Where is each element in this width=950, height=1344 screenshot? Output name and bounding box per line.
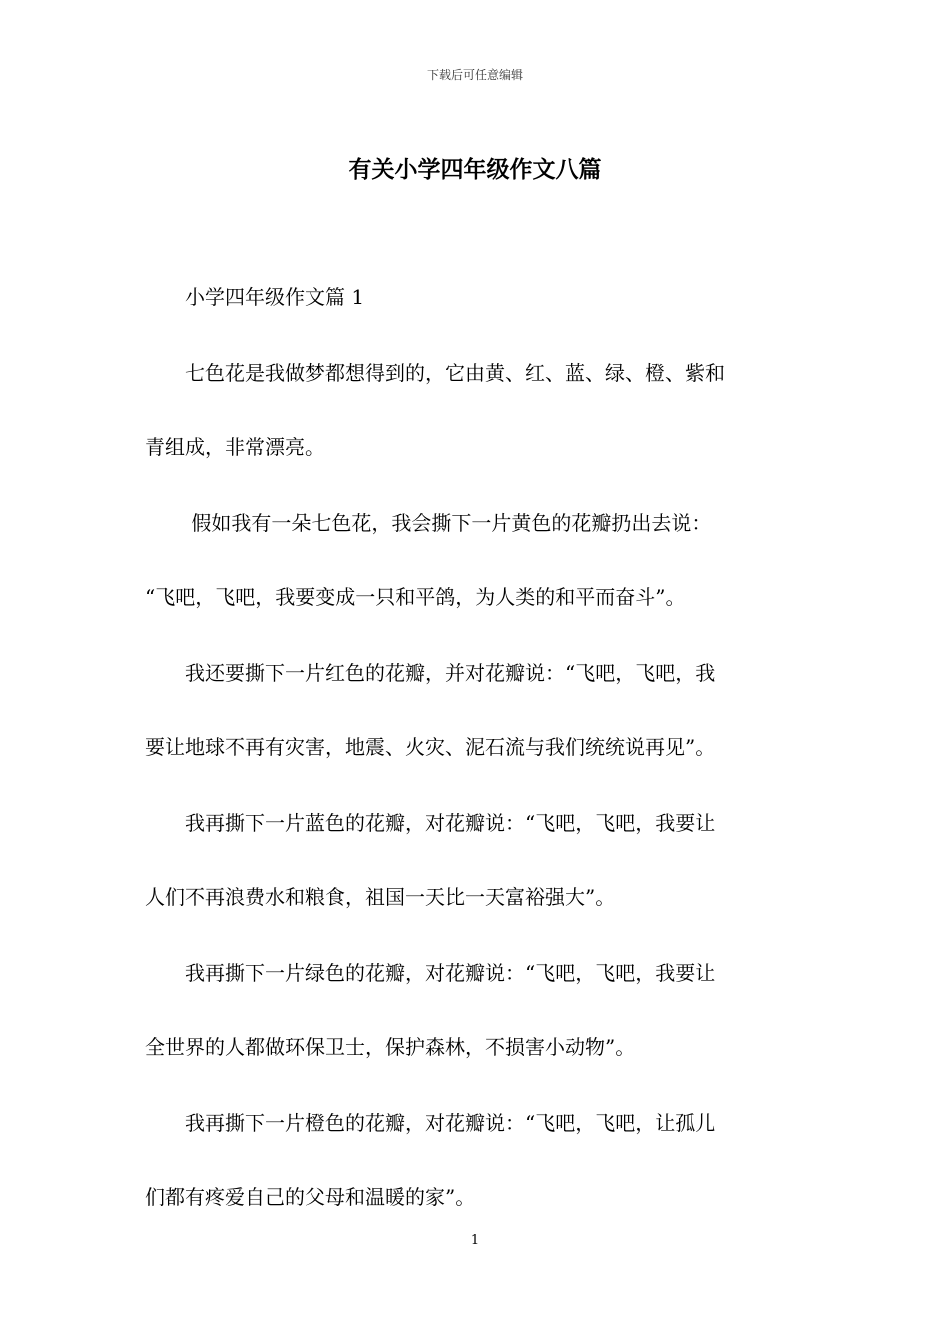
paragraph-line: 我再撕下一片蓝色的花瓣，对花瓣说：“飞吧，飞吧，我要让 (185, 811, 716, 835)
paragraph-line: 七色花是我做梦都想得到的，它由黄、红、蓝、绿、橙、紫和 (185, 361, 725, 385)
paragraph-3 (145, 655, 807, 765)
page-number: 1 (470, 1233, 480, 1248)
paragraph-4 (145, 805, 807, 915)
document-title: 有关小学四年级作文八篇 (348, 156, 602, 183)
paragraph-line: 我还要撕下一片红色的花瓣，并对花瓣说：“飞吧，飞吧，我 (185, 661, 716, 685)
paragraph-line: 青组成，非常漂亮。 (145, 435, 325, 459)
paragraph-line: 要让地球不再有灾害，地震、火灾、泥石流与我们统统说再见”。 (145, 735, 716, 759)
paragraph-line: 我再撕下一片绿色的花瓣，对花瓣说：“飞吧，飞吧，我要让 (185, 961, 716, 985)
paragraph-1 (145, 355, 807, 465)
paragraph-line: 们都有疼爱自己的父母和温暖的家”。 (145, 1185, 476, 1209)
section-heading-text: 小学四年级作文篇 1 (185, 285, 365, 309)
paragraph-6 (145, 1105, 807, 1215)
paragraph-line: 我再撕下一片橙色的花瓣，对花瓣说：“飞吧，飞吧，让孤儿 (185, 1111, 716, 1135)
paragraph-5 (145, 955, 807, 1065)
section-heading (145, 279, 807, 315)
paragraph-line: 全世界的人都做环保卫士，保护森林，不损害小动物”。 (145, 1035, 636, 1059)
paragraph-line: 假如我有一朵七色花，我会撕下一片黄色的花瓣扔出去说： (185, 511, 712, 535)
document-body (145, 279, 807, 1255)
paragraph-line: “飞吧，飞吧，我要变成一只和平鸽，为人类的和平而奋斗”。 (145, 585, 686, 609)
header-note: 下载后可任意编辑 (426, 68, 523, 82)
paragraph-2 (145, 505, 807, 615)
paragraph-line: 人们不再浪费水和粮食，祖国一天比一天富裕强大”。 (145, 885, 616, 909)
